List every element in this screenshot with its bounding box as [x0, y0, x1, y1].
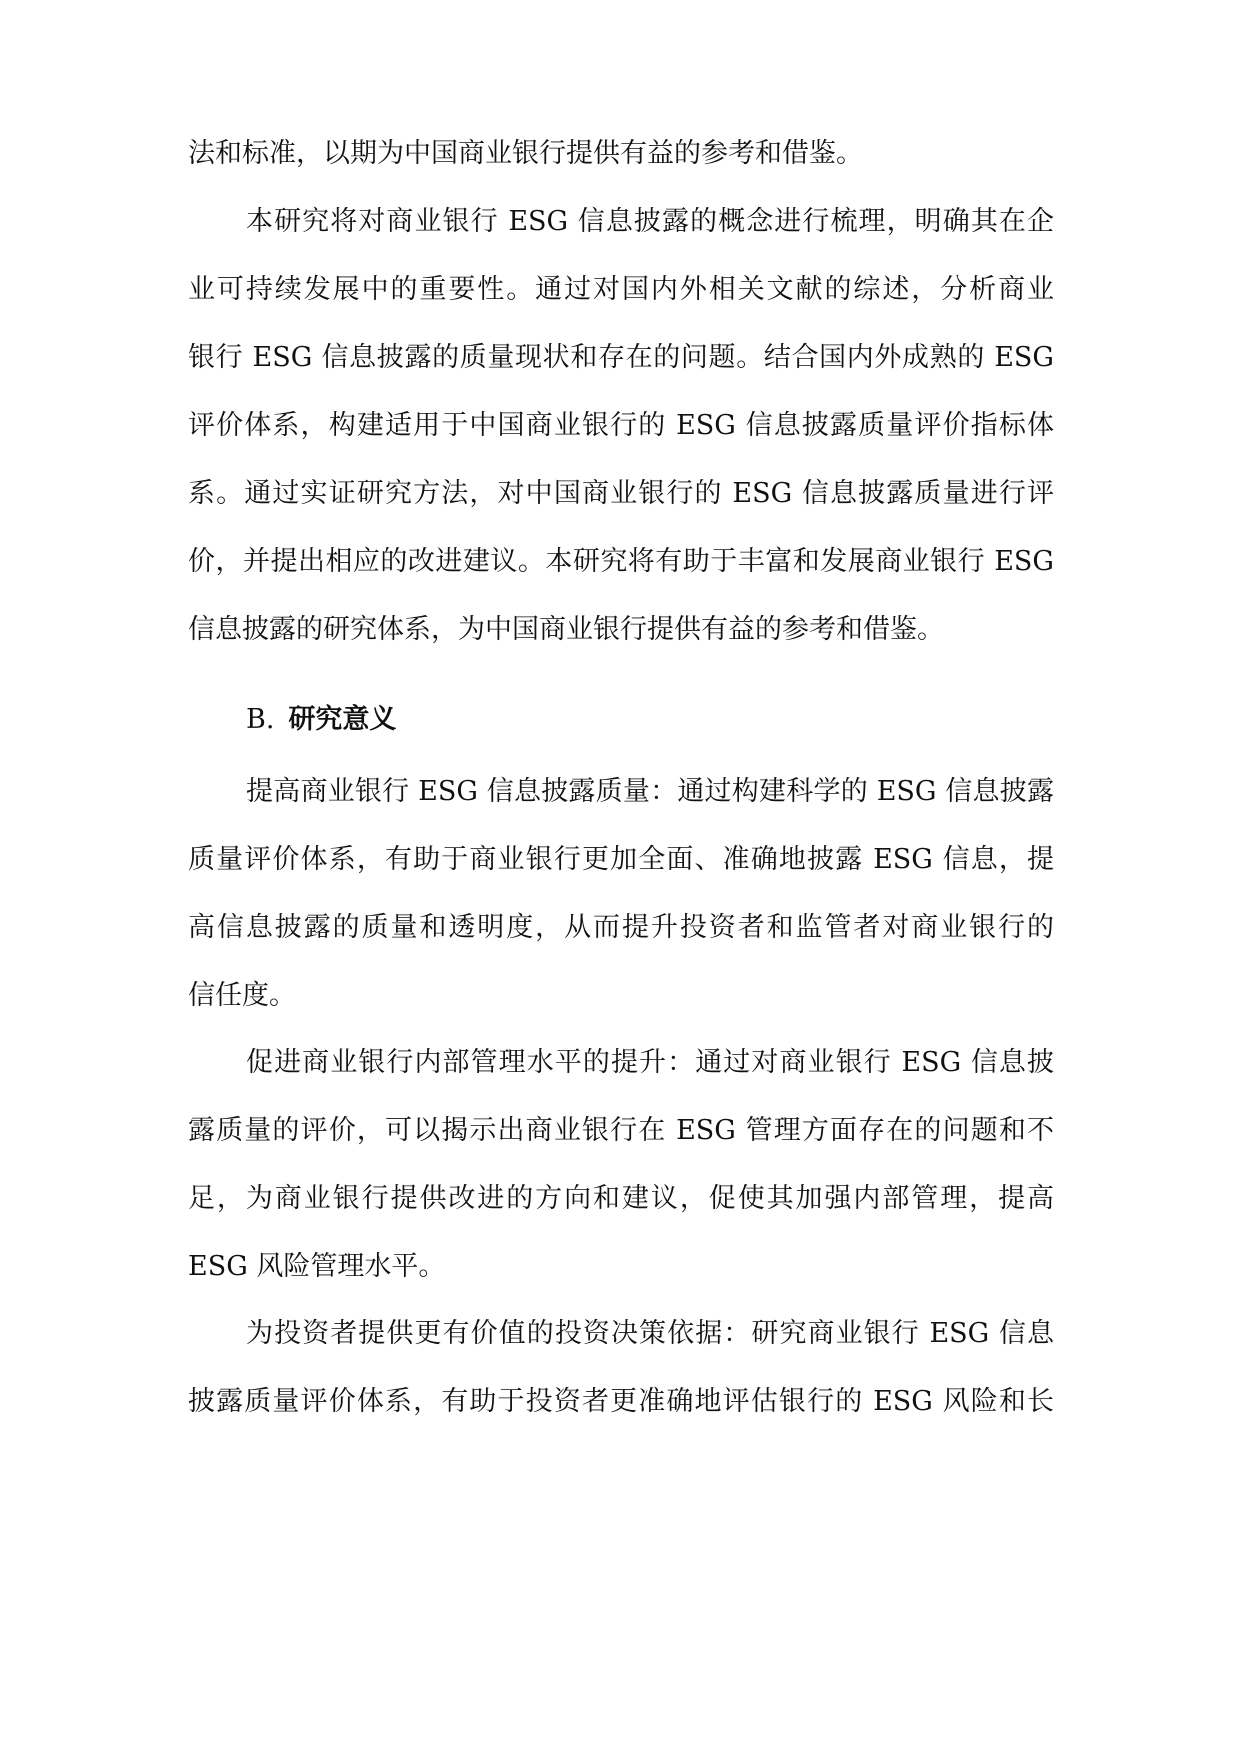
paragraph-line: 法和标准，以期为中国商业银行提供有益的参考和借鉴。	[188, 138, 863, 169]
paragraph-line: 为投资者提供更有价值的投资决策依据：研究商业银行 ESG 信息	[246, 1318, 1054, 1349]
paragraph-line: 提高商业银行 ESG 信息披露质量：通过构建科学的 ESG 信息披露	[246, 776, 1054, 807]
paragraph-line: 价，并提出相应的改进建议。本研究将有助于丰富和发展商业银行 ESG	[188, 546, 1054, 577]
paragraph-line: 足，为商业银行提供改进的方向和建议，促使其加强内部管理，提高	[188, 1183, 1054, 1214]
paragraph-line: 业可持续发展中的重要性。通过对国内外相关文献的综述，分析商业	[188, 274, 1054, 305]
paragraph-line: 披露质量评价体系，有助于投资者更准确地评估银行的 ESG 风险和长	[188, 1386, 1054, 1417]
paragraph-line: 信任度。	[188, 980, 296, 1011]
paragraph-line: 高信息披露的质量和透明度，从而提升投资者和监管者对商业银行的	[188, 912, 1054, 943]
section-heading	[246, 700, 396, 740]
paragraph-line: 银行 ESG 信息披露的质量现状和存在的问题。结合国内外成熟的 ESG	[188, 342, 1054, 373]
paragraph-line: ESG 风险管理水平。	[188, 1251, 446, 1282]
paragraph-line: 促进商业银行内部管理水平的提升：通过对商业银行 ESG 信息披	[246, 1047, 1054, 1078]
section-title: 研究意义	[288, 704, 397, 735]
paragraph-line: 露质量的评价，可以揭示出商业银行在 ESG 管理方面存在的问题和不	[188, 1115, 1054, 1146]
paragraph-line: 系。通过实证研究方法，对中国商业银行的 ESG 信息披露质量进行评	[188, 478, 1054, 509]
paragraph-line: 信息披露的研究体系，为中国商业银行提供有益的参考和借鉴。	[188, 614, 944, 645]
paragraph-line: 评价体系，构建适用于中国商业银行的 ESG 信息披露质量评价指标体	[188, 410, 1054, 441]
paragraph-line: 本研究将对商业银行 ESG 信息披露的概念进行梳理，明确其在企	[246, 206, 1054, 237]
section-number: B.	[246, 704, 275, 735]
paragraph-line: 质量评价体系，有助于商业银行更加全面、准确地披露 ESG 信息，提	[188, 844, 1054, 875]
